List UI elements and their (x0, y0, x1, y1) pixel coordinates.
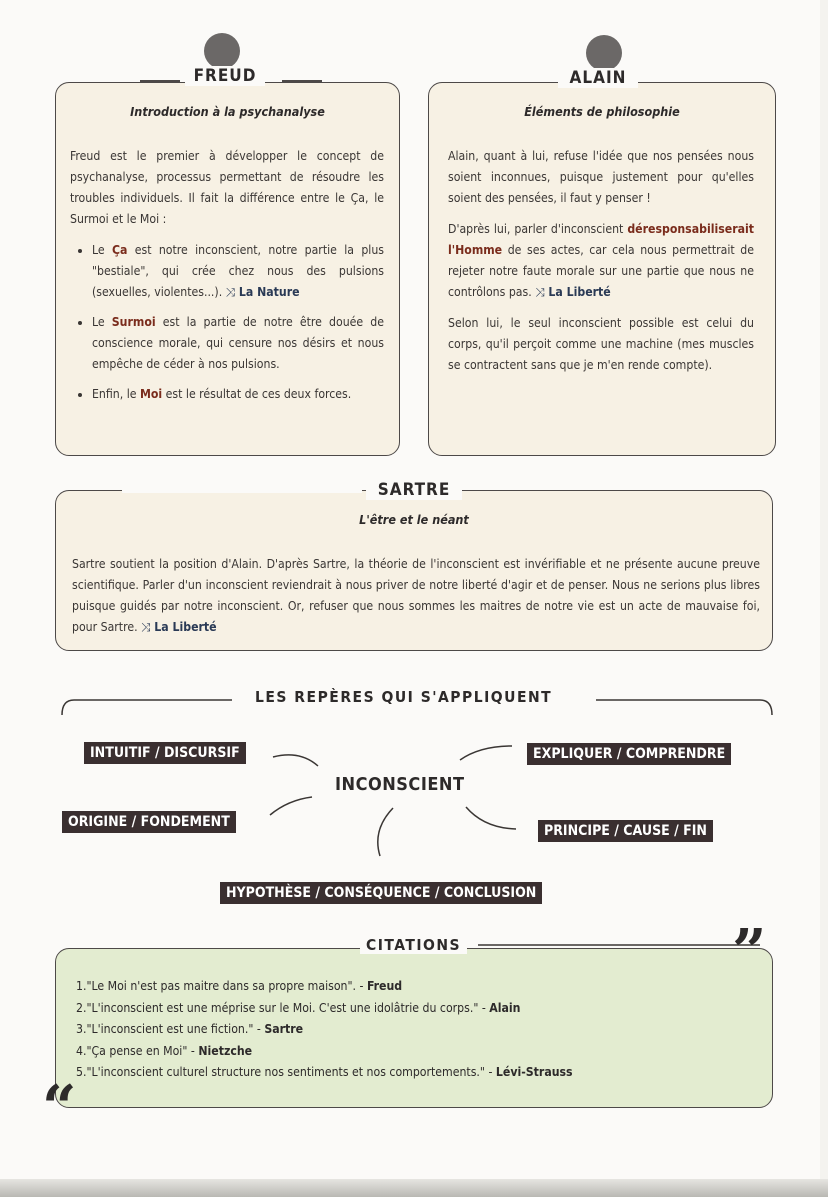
link-tag-liberte: La Liberté (548, 285, 611, 299)
repere-origine-fondement: ORIGINE / FONDEMENT (62, 811, 236, 833)
repere-expliquer-comprendre: EXPLIQUER / COMPRENDRE (527, 743, 731, 765)
sartre-title: SARTRE (366, 480, 462, 500)
open-quote-icon: “ (42, 1073, 77, 1143)
repere-intuitif-discursif: INTUITIF / DISCURSIF (84, 742, 246, 764)
reperes-center: INCONSCIENT (335, 774, 465, 795)
keyword-deresponsabiliserait: déresponsabiliserait l'Homme (448, 222, 754, 257)
repere-hypothese-consequence-conclusion: HYPOTHÈSE / CONSÉQUENCE / CONCLUSION (220, 882, 542, 904)
alain-p2: D'après lui, parler d'inconscient déresponsabiliserait l'Homme de ses actes, car cela nous permettrait de rejeter notre faute morale sur une partie que nous ne contrôlons pas. ⤨ La Liberté (448, 222, 754, 299)
citations-title: CITATIONS (360, 936, 467, 954)
citations-list (76, 976, 573, 1084)
citation-item: 3."L'inconscient est une fiction." - Sartre (76, 1022, 304, 1036)
freud-bullet-ca: • Le Ça est notre inconscient, notre partie la plus "bestiale", qui crée chez nous des pulsions (sexuelles, violentes...). ⤨ La Nature (92, 240, 384, 303)
alain-work: Éléments de philosophie (524, 104, 680, 119)
freud-bullet-surmoi: • Le Surmoi est la partie de notre être douée de conscience morale, qui censure nos désirs et nous empêche de céder à nos pulsions. (92, 312, 384, 375)
keyword-surmoi: Surmoi (111, 315, 156, 329)
link-tag-nature: La Nature (238, 285, 300, 299)
keyword-ca: Ça (111, 243, 128, 257)
keyword-moi: Moi (139, 387, 163, 401)
sartre-work: L'être et le néant (359, 512, 469, 527)
reperes-title: LES REPÈRES QUI S'APPLIQUENT (255, 688, 553, 706)
shuffle-icon: ⤨ (535, 285, 545, 299)
citation-item: 1."Le Moi n'est pas maitre dans sa propre maison". - Freud (76, 979, 403, 993)
citation-item: 5."L'inconscient culturel structure nos sentiments et nos comportements." - Lévi-Strauss (76, 1065, 573, 1079)
citation-item: 2."L'inconscient est une méprise sur le Moi. C'est une idolâtrie du corps." - Alain (76, 1000, 521, 1015)
link-tag-liberte: La Liberté (154, 620, 217, 634)
freud-work: Introduction à la psychanalyse (130, 104, 325, 119)
freud-title: FREUD (185, 66, 265, 86)
shuffle-icon: ⤨ (225, 285, 236, 299)
close-quote-icon: ” (732, 917, 767, 987)
freud-bullet-moi: • Enfin, le Moi est le résultat de ces deux forces. (92, 384, 384, 405)
shuffle-icon: ⤨ (141, 620, 151, 634)
citation-item: 4."Ça pense en Moi" - Nietzche (76, 1043, 253, 1058)
alain-title: ALAIN (558, 68, 638, 88)
sartre-text: Sartre soutient la position d'Alain. D'après Sartre, la théorie de l'inconscient est invérifiable et ne présente aucune preuve scientifique. Parler d'un inconscient reviendrait à nous priver de notre liberté d'agir et de penser. Nous ne serions plus libres puisque guidés par notre inconscient. Or, refuser que nous sommes les maitres de notre vie est un acte de mauvaise foi, pour Sartre. ⤨ La Liberté (72, 557, 760, 634)
alain-p1: Alain, quant à lui, refuse l'idée que nos pensées nous soient inconnues, puisque justement pour qu'elles soient des pensées, il faut y penser ! (448, 149, 754, 205)
repere-principe-cause-fin: PRINCIPE / CAUSE / FIN (538, 820, 713, 842)
freud-intro: Freud est le premier à développer le concept de psychanalyse, processus permettant de résoudre les troubles individuels. Il fait la différence entre le Ça, le Surmoi et le Moi : (70, 149, 384, 226)
alain-p3: Selon lui, le seul inconscient possible est celui du corps, qu'il perçoit comme une machine (mes muscles se contractent sans que je m'en rende compte). (448, 316, 754, 372)
